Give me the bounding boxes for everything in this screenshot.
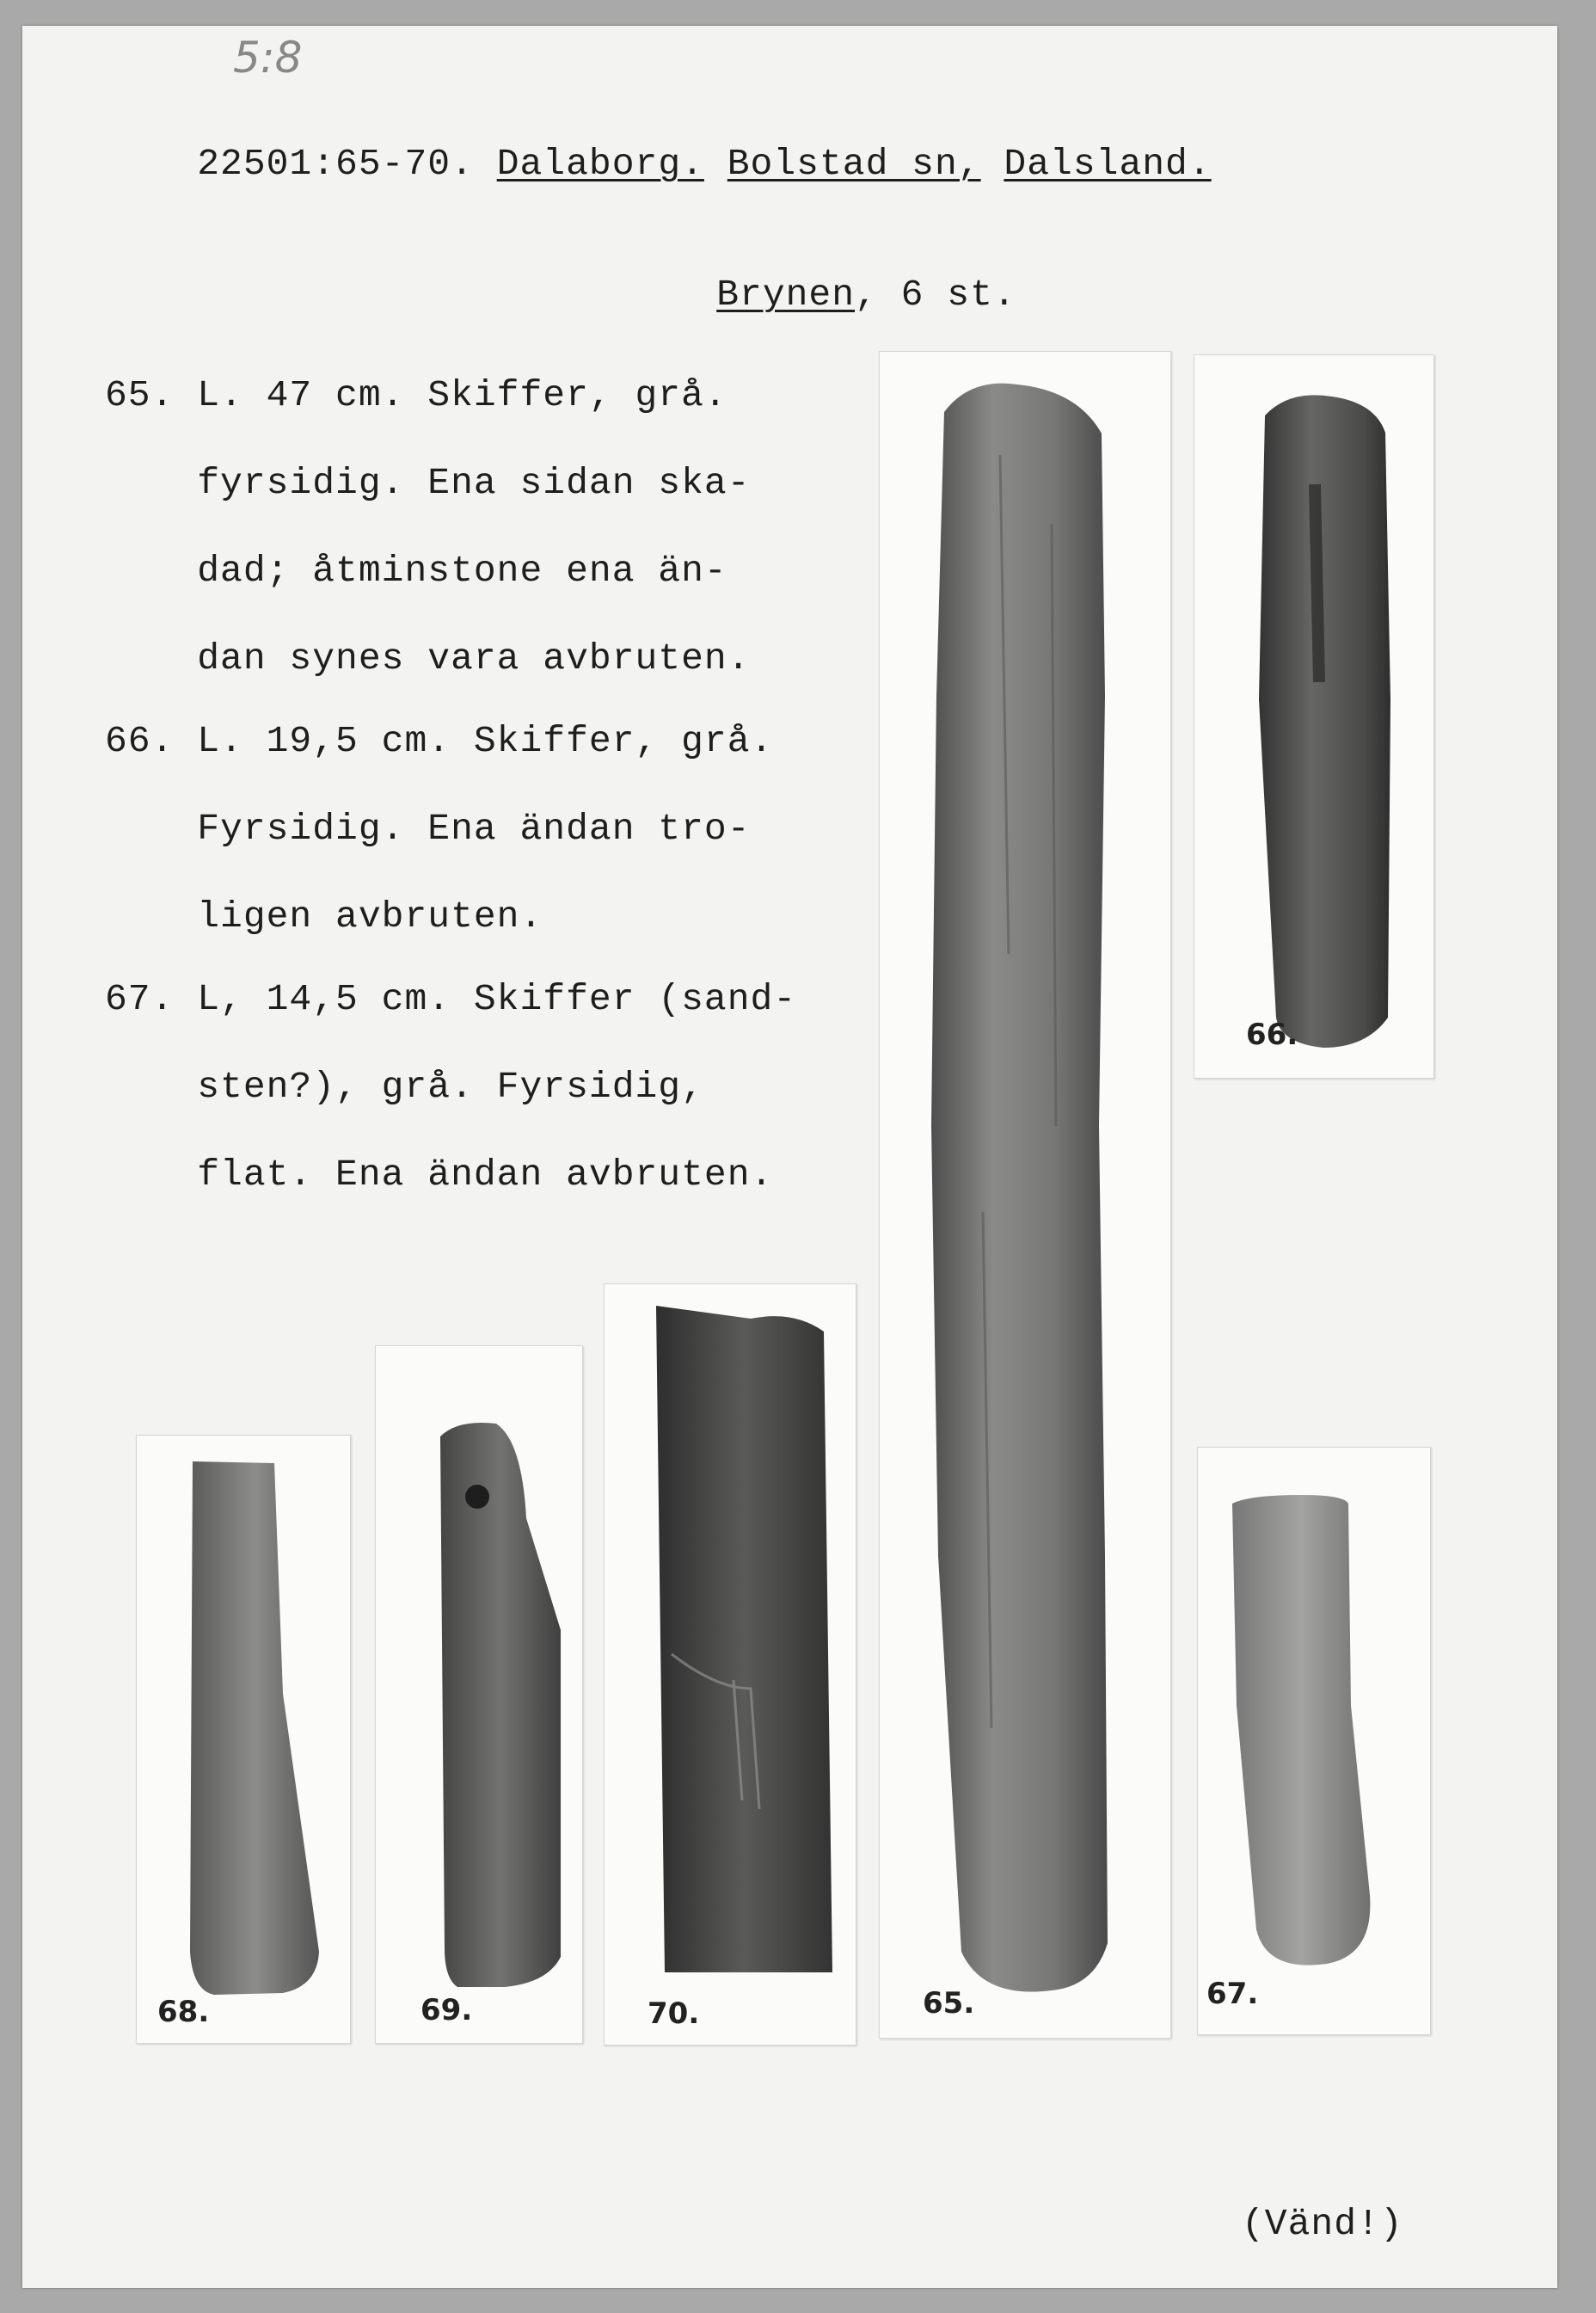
entry-65-line-1: 65. L. 47 cm. Skiffer, grå. xyxy=(105,374,727,416)
entry-67-line-1: 67. L, 14,5 cm. Skiffer (sand- xyxy=(105,978,797,1020)
entry-65-line-4: dan synes vara avbruten. xyxy=(105,637,751,680)
object-type: Brynen xyxy=(716,274,856,316)
photo-label-65: 65. xyxy=(923,1986,975,2021)
photo-whetstone-68 xyxy=(136,1435,351,2044)
whetstone-66-image xyxy=(1194,355,1433,1078)
entry-66-line-1: 66. L. 19,5 cm. Skiffer, grå. xyxy=(105,720,774,762)
photo-label-69: 69. xyxy=(420,1993,473,2027)
photo-whetstone-69 xyxy=(375,1345,583,2044)
photo-whetstone-66 xyxy=(1194,354,1434,1079)
object-title xyxy=(624,239,1016,350)
catalog-card xyxy=(22,26,1557,2288)
whetstone-69-image xyxy=(376,1346,582,2043)
whetstone-65-image xyxy=(880,352,1170,2038)
whetstone-67-image xyxy=(1198,1448,1430,2034)
whetstone-70-image xyxy=(605,1284,856,2045)
province-name: Dalsland. xyxy=(1004,143,1212,185)
photo-label-67: 67. xyxy=(1206,1977,1259,2011)
catalog-number: 22501:65-70. xyxy=(197,143,474,185)
photo-whetstone-70 xyxy=(604,1283,856,2045)
photo-label-68: 68. xyxy=(157,1995,210,2029)
object-count: , 6 st. xyxy=(855,274,1016,316)
whetstone-68-image xyxy=(137,1436,350,2043)
entry-66-line-3: ligen avbruten. xyxy=(105,895,543,938)
entry-65-line-2: fyrsidig. Ena sidan ska- xyxy=(105,462,751,504)
site-name: Dalaborg. xyxy=(496,143,704,185)
photo-whetstone-65 xyxy=(879,351,1171,2039)
entry-67-line-2: sten?), grå. Fyrsidig, xyxy=(105,1066,704,1108)
turn-over-note: (Vänd!) xyxy=(1242,2203,1403,2245)
entry-67-line-3: flat. Ena ändan avbruten. xyxy=(105,1153,774,1196)
entry-66-line-2: Fyrsidig. Ena ändan tro- xyxy=(105,808,751,850)
parish-name: Bolstad sn, xyxy=(727,143,981,185)
entry-65-line-3: dad; åtminstone ena än- xyxy=(105,550,727,592)
handwritten-reference: 5:8 xyxy=(233,33,303,83)
photo-label-70: 70. xyxy=(648,1996,700,2031)
photo-whetstone-67 xyxy=(1197,1447,1431,2035)
photo-label-66: 66. xyxy=(1246,1018,1298,1052)
header-line xyxy=(105,108,1212,219)
